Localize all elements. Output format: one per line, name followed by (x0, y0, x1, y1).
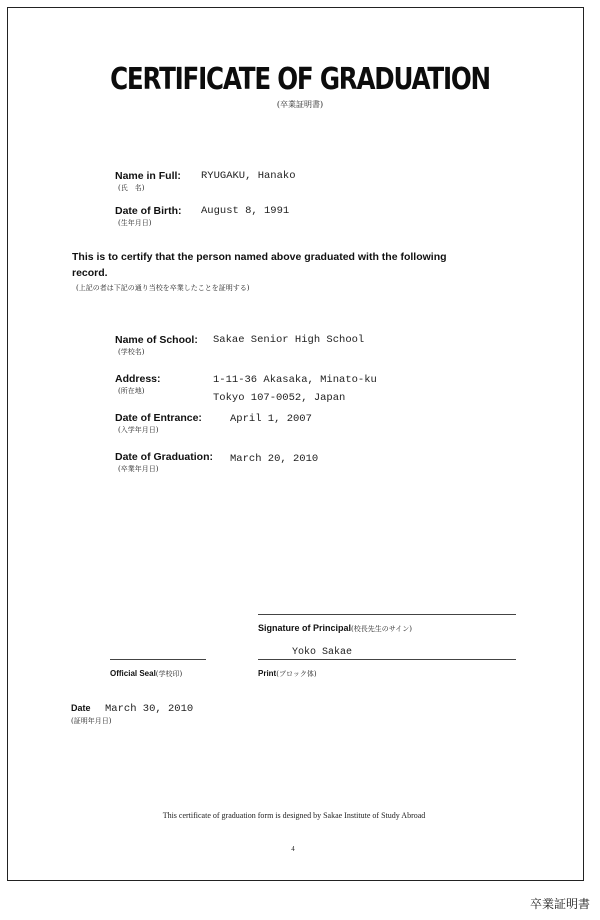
print-name-value: Yoko Sakae (292, 647, 353, 658)
dob-label: Date of Birth: (115, 205, 182, 217)
principal-label-jp: (校長先生のサイン) (351, 625, 412, 633)
name-label: Name in Full: (115, 170, 181, 182)
graduation-label: Date of Graduation: (115, 451, 214, 463)
issue-date-value: March 30, 2010 (105, 703, 194, 715)
document-caption: 卒業証明書 (529, 897, 590, 911)
principal-label: Signature of Principal (258, 623, 352, 633)
entrance-value: April 1, 2007 (230, 413, 312, 425)
print-line (258, 659, 516, 660)
entrance-label-jp: (入学年月日) (118, 426, 159, 434)
graduation-value: March 20, 2010 (230, 453, 319, 465)
address-line-1: 1-11-36 Akasaka, Minato-ku (213, 374, 377, 386)
address-label: Address: (115, 373, 161, 385)
dob-value: August 8, 1991 (201, 205, 290, 217)
entrance-label: Date of Entrance: (115, 412, 202, 424)
certify-jp: (上記の者は下記の通り当校を卒業したことを証明する) (76, 284, 250, 292)
print-label: Print (258, 669, 277, 678)
principal-signature-line (258, 614, 516, 615)
school-name-label-jp: (学校名) (118, 348, 145, 356)
graduation-label-jp: (卒業年月日) (118, 465, 159, 473)
school-name-value: Sakae Senior High School (213, 334, 365, 346)
name-label-jp: (氏 名) (118, 184, 145, 192)
official-seal-line (110, 659, 206, 660)
principal-signature-caption (258, 618, 412, 636)
certificate-title: CERTIFICATE OF GRADUATION (110, 62, 490, 97)
certificate-frame (7, 7, 584, 881)
print-label-jp: (ブロック体) (276, 670, 317, 678)
certify-line-2: record. (72, 267, 108, 279)
issue-date-label-jp: (証明年月日) (71, 717, 112, 725)
footer-note: This certificate of graduation form is designed by Sakae Institute of Study Abroad (162, 811, 426, 820)
print-caption (258, 663, 317, 681)
certify-line-1: This is to certify that the person named above graduated with the following (72, 251, 447, 263)
seal-label: Official Seal (110, 669, 156, 678)
address-line-2: Tokyo 107-0052, Japan (213, 392, 346, 404)
certificate-title-jp: (卒業証明書) (276, 100, 324, 109)
address-label-jp: (所在地) (118, 387, 145, 395)
seal-label-jp: (学校印) (155, 670, 183, 678)
official-seal-caption (110, 663, 182, 681)
dob-label-jp: (生年月日) (118, 219, 152, 227)
page-number: 4 (291, 845, 295, 853)
name-value: RYUGAKU, Hanako (201, 170, 296, 182)
school-name-label: Name of School: (115, 334, 198, 346)
issue-date-label: Date (71, 703, 91, 713)
